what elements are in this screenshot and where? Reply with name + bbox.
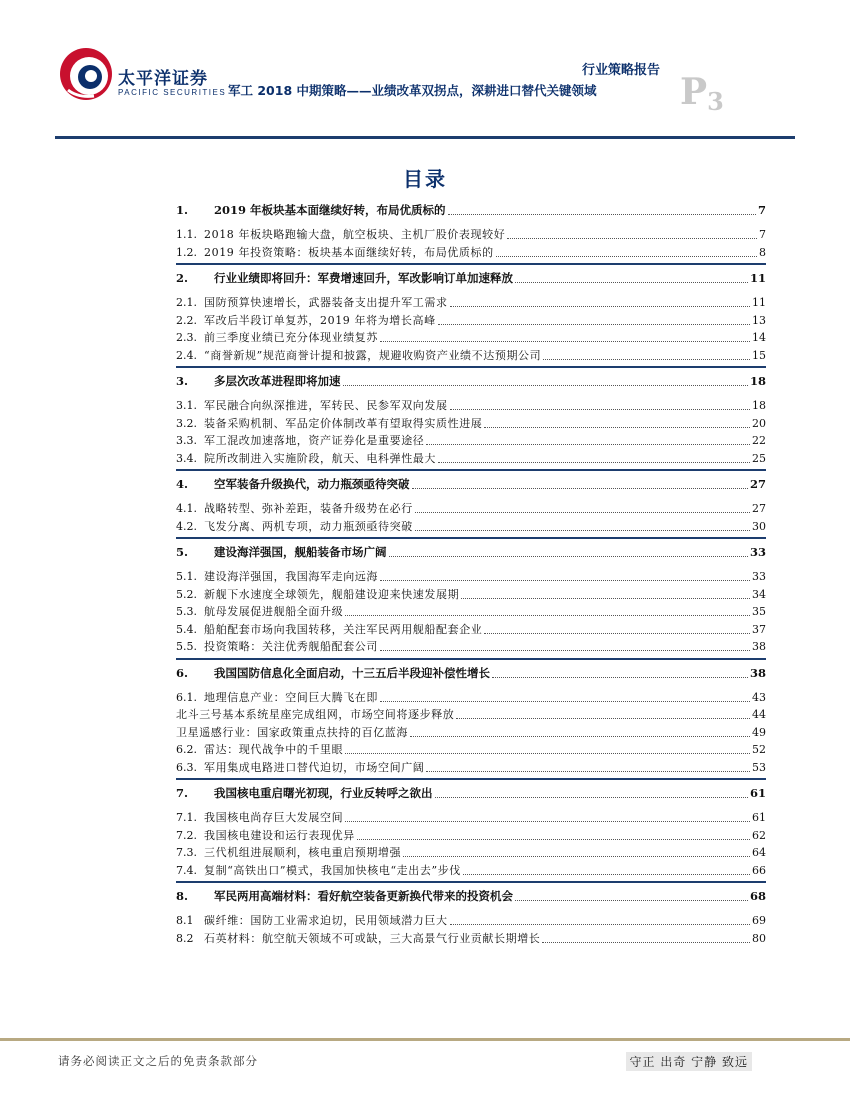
toc-entry-number: 1.1. <box>176 228 197 241</box>
toc-subsection-entry[interactable] <box>176 329 766 346</box>
toc-entry-text: 国防预算快速增长，武器装备支出提升军工需求 <box>204 296 448 309</box>
toc-entry-number: 3.3. <box>176 434 197 447</box>
page-mark-letter: P <box>680 71 708 113</box>
toc-entry-text: 空军装备升级换代，动力瓶颈亟待突破 <box>214 477 410 491</box>
toc-entry-page: 38 <box>749 665 766 680</box>
toc-entry-text: 复制“高铁出口”模式，我国加快核电“走出去”步伐 <box>204 863 461 877</box>
toc-entry-text: 军民两用高端材料：看好航空装备更新换代带来的投资机会 <box>214 889 513 903</box>
toc-leader-dots <box>357 829 750 840</box>
toc-entry-page: 8 <box>759 245 766 259</box>
toc-entry-text: 战略转型、弥补差距，装备升级势在必行 <box>204 502 413 515</box>
toc-entry-number: 6.2. <box>176 743 197 756</box>
toc-subsection-entry[interactable] <box>176 706 766 723</box>
toc-subsection-entry[interactable] <box>176 930 766 947</box>
toc-entry-page: 33 <box>752 570 766 583</box>
toc-subsection-entry[interactable] <box>176 294 766 311</box>
toc-subsection-entry[interactable] <box>176 862 766 879</box>
toc-entry-number: 5.5. <box>176 640 197 653</box>
toc-entry-number: 4.1. <box>176 502 197 515</box>
toc-section-divider <box>176 537 766 539</box>
toc-entry-number: 1.2. <box>176 245 197 259</box>
toc-leader-dots <box>450 914 750 925</box>
toc-entry-text: 我国核电建设和运行表现优异 <box>204 828 355 842</box>
toc-entry-text: 前三季度业绩已充分体现业绩复苏 <box>204 331 378 344</box>
toc-entry-number: 3.2. <box>176 416 197 430</box>
toc-entry-text: 2018 年板块略跑输大盘，航空板块、主机厂股价表现较好 <box>204 228 506 241</box>
toc-entry-number: 7.2. <box>176 828 197 842</box>
toc-subsection-entry[interactable] <box>176 741 766 758</box>
toc-entry-number: 3.1. <box>176 399 197 412</box>
toc-leader-dots <box>507 228 757 239</box>
toc-entry-text: 院所改制进入实施阶段，航天、电科弹性最大 <box>204 451 436 465</box>
toc-subsection-entry[interactable] <box>176 432 766 449</box>
toc-subsection-entry[interactable] <box>176 759 766 776</box>
toc-subsection-entry[interactable] <box>176 586 766 603</box>
toc-entry-text: 军用集成电路进口替代迫切，市场空间广阔 <box>204 760 425 774</box>
toc-subsection-entry[interactable] <box>176 689 766 706</box>
brand-name-cn: 太平洋证券 <box>118 69 208 89</box>
toc-section-entry[interactable] <box>176 476 766 493</box>
toc-section-entry[interactable] <box>176 888 766 905</box>
toc-entry-text: 军民融合向纵深推进，军转民、民参军双向发展 <box>204 399 448 412</box>
toc-leader-dots <box>380 691 750 702</box>
toc-entry-text: 多层次改革进程即将加速 <box>214 374 341 388</box>
toc-entry-number: 4. <box>176 477 189 491</box>
toc-entry-number: 7.3. <box>176 846 197 859</box>
toc-leader-dots <box>515 890 748 901</box>
toc-subsection-entry[interactable] <box>176 844 766 861</box>
toc-entry-page: 61 <box>752 811 766 824</box>
toc-leader-dots <box>412 478 748 489</box>
toc-entry-text: 我国国防信息化全面启动，十三五后半段迎补偿性增长 <box>214 665 490 680</box>
toc-leader-dots <box>461 588 750 599</box>
toc-section-entry[interactable] <box>176 785 766 802</box>
toc-subsection-entry[interactable] <box>176 621 766 638</box>
toc-entry-text: 军工混改加速落地，资产证券化是重要途径 <box>204 434 425 447</box>
toc-entry-page: 18 <box>752 399 766 412</box>
toc-leader-dots <box>415 520 750 531</box>
toc-leader-dots <box>343 375 748 386</box>
toc-entry-number: 7.4. <box>176 863 197 877</box>
toc-entry-page: 20 <box>752 416 766 430</box>
toc-entry-number: 4.2. <box>176 519 197 533</box>
toc-entry-page: 52 <box>752 743 766 756</box>
header-divider <box>55 136 795 139</box>
toc-section-divider <box>176 366 766 368</box>
toc-leader-dots <box>345 605 750 616</box>
toc-entry-page: 37 <box>752 622 766 636</box>
toc-entry-text: 地理信息产业：空间巨大腾飞在即 <box>204 690 378 704</box>
toc-section-divider <box>176 658 766 660</box>
toc-section-divider <box>176 263 766 265</box>
toc-entry-number: 1. <box>176 203 189 217</box>
toc-entry-page: 43 <box>752 690 766 704</box>
toc-entry-number: 6. <box>176 665 189 680</box>
toc-section-entry[interactable] <box>176 270 766 287</box>
toc-entry-page: 7 <box>759 228 766 241</box>
toc-entry-page: 35 <box>752 605 766 618</box>
toc-entry-text: 行业业绩即将回升：军费增速回升，军改影响订单加速释放 <box>214 271 513 285</box>
toc-subsection-entry[interactable] <box>176 827 766 844</box>
toc-leader-dots <box>456 708 750 719</box>
toc-leader-dots <box>403 846 750 857</box>
toc-entry-number: 7. <box>176 786 189 800</box>
toc-leader-dots <box>492 667 748 678</box>
toc-leader-dots <box>410 726 750 737</box>
toc-entry-number: 2.3. <box>176 331 197 344</box>
toc-entry-text: 碳纤维：国防工业需求迫切，民用领域潜力巨大 <box>204 914 448 927</box>
toc-leader-dots <box>450 399 750 410</box>
toc-subsection-entry[interactable] <box>176 450 766 467</box>
toc-entry-text: 2019 年投资策略：板块基本面继续好转，布局优质标的 <box>204 245 494 259</box>
toc-title: 目录 <box>403 167 447 191</box>
toc-entry-page: 53 <box>752 760 766 774</box>
toc-subsection-entry[interactable] <box>176 638 766 655</box>
toc-section-entry[interactable] <box>176 202 766 219</box>
toc-entry-page: 27 <box>749 477 766 491</box>
toc-leader-dots <box>450 296 750 307</box>
toc-entry-text: 雷达：现代战争中的千里眼 <box>204 743 344 756</box>
toc-leader-dots <box>345 743 750 754</box>
toc-entry-number: 5. <box>176 545 189 559</box>
toc-entry-page: 38 <box>752 640 766 653</box>
toc-subsection-entry[interactable] <box>176 518 766 535</box>
footer-disclaimer: 请务必阅读正文之后的免责条款部分 <box>58 1054 258 1068</box>
toc-leader-dots <box>345 811 750 822</box>
toc-subsection-entry[interactable] <box>176 347 766 364</box>
toc-subsection-entry[interactable] <box>176 568 766 585</box>
toc-leader-dots <box>380 640 750 651</box>
toc-entry-number: 3.4. <box>176 451 197 465</box>
report-title: 军工 2018 中期策略——业绩改革双拐点，深耕进口替代关键领域 <box>228 83 597 98</box>
toc-entry-text: 军改后半段订单复苏，2019 年将为增长高峰 <box>204 313 436 327</box>
toc-leader-dots <box>496 246 757 257</box>
toc-entry-page: 44 <box>752 708 766 721</box>
toc-entry-text: 我国核电重启曙光初现，行业反转呼之欲出 <box>214 786 433 800</box>
toc-entry-number: 2. <box>176 271 189 285</box>
toc-entry-number: 3. <box>176 374 189 388</box>
toc-entry-page: 68 <box>749 889 766 903</box>
toc-entry-page: 66 <box>752 863 766 877</box>
toc-entry-page: 34 <box>752 587 766 601</box>
toc-leader-dots <box>415 502 750 513</box>
toc-entry-text: 北斗三号基本系统星座完成组网，市场空间将逐步释放 <box>176 708 455 721</box>
toc-entry-text: 我国核电尚存巨大发展空间 <box>204 811 344 824</box>
toc-entry-page: 22 <box>752 434 766 447</box>
toc-entry-page: 64 <box>752 846 766 859</box>
toc-entry-number: 5.1. <box>176 570 197 583</box>
toc-leader-dots <box>380 570 750 581</box>
footer-motto: 守正 出奇 宁静 致远 <box>626 1052 752 1071</box>
footer-divider <box>0 1038 850 1041</box>
toc-entry-page: 15 <box>752 348 766 362</box>
pacific-securities-logo-icon <box>58 46 114 102</box>
toc-subsection-entry[interactable] <box>176 226 766 243</box>
toc-section-entry[interactable] <box>176 544 766 561</box>
toc-entry-page: 14 <box>752 331 766 344</box>
toc-subsection-entry[interactable] <box>176 244 766 261</box>
toc-leader-dots <box>435 787 748 798</box>
toc-entry-page: 25 <box>752 451 766 465</box>
toc-entry-text: 卫星遥感行业：国家政策重点扶持的百亿蓝海 <box>176 725 408 739</box>
toc-entry-page: 49 <box>752 725 766 739</box>
toc-entry-number: 8. <box>176 889 189 903</box>
toc-leader-dots <box>484 623 750 634</box>
toc-entry-number: 5.4. <box>176 622 197 636</box>
toc-entry-page: 33 <box>749 545 766 559</box>
toc-section-entry[interactable] <box>176 665 766 682</box>
toc-entry-text: 船舶配套市场向我国转移，关注军民两用舰船配套企业 <box>204 622 483 636</box>
toc-entry-text: 石英材料：航空航天领域不可或缺，三大高景气行业贡献长期增长 <box>204 931 541 945</box>
toc-leader-dots <box>426 761 750 772</box>
toc-entry-page: 62 <box>752 828 766 842</box>
toc-entry-page: 11 <box>752 296 766 309</box>
toc-leader-dots <box>543 349 750 360</box>
toc-entry-page: 27 <box>752 502 766 515</box>
toc-entry-text: 2019 年板块基本面继续好转，布局优质标的 <box>214 203 446 217</box>
page-mark <box>680 71 724 116</box>
toc-entry-page: 80 <box>752 931 766 945</box>
toc-entry-number: 2.1. <box>176 296 197 309</box>
toc-entry-text: 航母发展促进舰船全面升级 <box>204 605 344 618</box>
toc-subsection-entry[interactable] <box>176 312 766 329</box>
toc-leader-dots <box>484 417 750 428</box>
toc-subsection-entry[interactable] <box>176 397 766 414</box>
toc-entry-number: 5.2. <box>176 587 197 601</box>
toc-leader-dots <box>463 864 750 875</box>
toc-subsection-entry[interactable] <box>176 603 766 620</box>
toc-subsection-entry[interactable] <box>176 500 766 517</box>
toc-subsection-entry[interactable] <box>176 724 766 741</box>
toc-subsection-entry[interactable] <box>176 809 766 826</box>
toc-subsection-entry[interactable] <box>176 415 766 432</box>
toc-entry-text: 三代机组进展顺利，核电重启预期增强 <box>204 846 402 859</box>
toc-leader-dots <box>438 452 750 463</box>
toc-entry-page: 69 <box>752 914 766 927</box>
toc-section-entry[interactable] <box>176 373 766 390</box>
toc-entry-text: “商誉新规”规范商誉计提和披露，规避收购资产业绩不达预期公司 <box>204 348 542 362</box>
toc-entry-page: 11 <box>749 271 766 285</box>
toc-section-divider <box>176 778 766 780</box>
page-mark-number: 3 <box>707 87 724 116</box>
toc-leader-dots <box>389 546 748 557</box>
toc-leader-dots <box>542 932 750 943</box>
toc-entry-page: 7 <box>757 203 766 217</box>
toc-entry-number: 8.1 <box>176 914 194 927</box>
toc-entry-number: 6.3. <box>176 760 197 774</box>
toc-entry-page: 13 <box>752 313 766 327</box>
page-header <box>0 0 850 145</box>
toc-entry-text: 投资策略：关注优秀舰船配套公司 <box>204 640 378 653</box>
toc-entry-text: 装备采购机制、军品定价体制改革有望取得实质性进展 <box>204 416 483 430</box>
toc-leader-dots <box>448 204 756 215</box>
toc-entry-text: 新舰下水速度全球领先，舰船建设迎来快速发展期 <box>204 587 460 601</box>
toc-entry-page: 30 <box>752 519 766 533</box>
toc-entry-number: 2.4. <box>176 348 197 362</box>
toc-entry-number: 2.2. <box>176 313 197 327</box>
brand-name-en: PACIFIC SECURITIES <box>118 88 227 97</box>
toc-section-divider <box>176 881 766 883</box>
toc-entry-text: 建设海洋强国，我国海军走向远海 <box>204 570 378 583</box>
toc-leader-dots <box>438 314 750 325</box>
toc-entry-text: 建设海洋强国，舰船装备市场广阔 <box>214 545 387 559</box>
toc-entry-number: 5.3. <box>176 605 197 618</box>
toc-entry-text: 飞发分离、两机专项，动力瓶颈亟待突破 <box>204 519 413 533</box>
toc-subsection-entry[interactable] <box>176 912 766 929</box>
toc-leader-dots <box>380 331 750 342</box>
toc-leader-dots <box>515 272 748 283</box>
report-type: 行业策略报告 <box>581 63 660 78</box>
toc-entry-number: 6.1. <box>176 690 197 704</box>
toc-entry-page: 18 <box>749 374 766 388</box>
toc-entry-page: 61 <box>749 786 766 800</box>
toc-entry-number: 8.2 <box>176 931 194 945</box>
toc-section-divider <box>176 469 766 471</box>
toc-entry-number: 7.1. <box>176 811 197 824</box>
toc-leader-dots <box>426 434 750 445</box>
